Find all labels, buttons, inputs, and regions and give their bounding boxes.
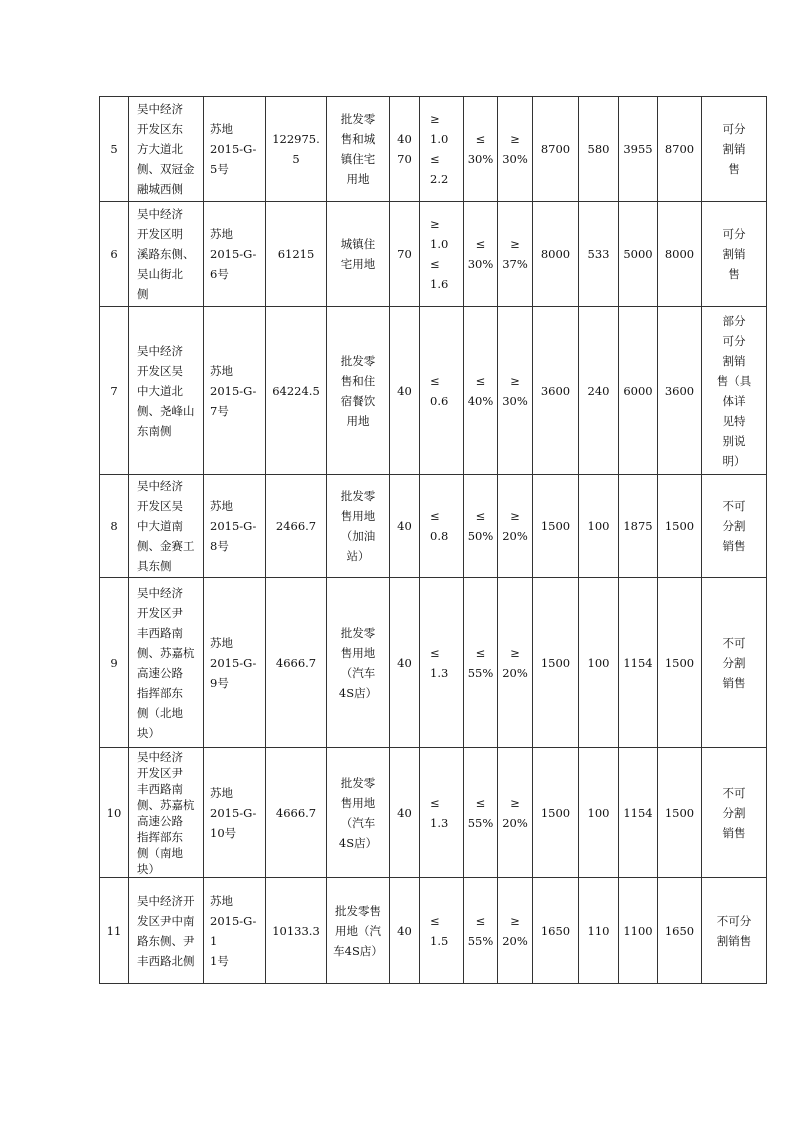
cell-green-ratio: ≥ 30% bbox=[498, 97, 533, 202]
cell-value-1: 8700 bbox=[533, 97, 579, 202]
cell-sale-method: 部分 可分 割销 售（具 体详 见特 别说 明） bbox=[702, 307, 767, 475]
cell-parcel-number: 苏地 2015-G- 7号 bbox=[204, 307, 266, 475]
table-row bbox=[100, 578, 767, 748]
cell-green-ratio: ≥ 30% bbox=[498, 307, 533, 475]
cell-value-2: 100 bbox=[579, 475, 619, 578]
cell-green-ratio: ≥ 20% bbox=[498, 748, 533, 878]
cell-sale-method: 不可 分割 销售 bbox=[702, 748, 767, 878]
cell-value-2: 580 bbox=[579, 97, 619, 202]
cell-location: 吴中经济 开发区尹 丰西路南 侧、苏嘉杭 高速公路 指挥部东 侧（南地 块） bbox=[129, 748, 204, 878]
cell-density: ≤ 55% bbox=[464, 578, 498, 748]
cell-parcel-number: 苏地 2015-G- 5号 bbox=[204, 97, 266, 202]
cell-green-ratio: ≥ 20% bbox=[498, 878, 533, 984]
cell-location: 吴中经济开 发区尹中南 路东侧、尹 丰西路北侧 bbox=[129, 878, 204, 984]
cell-area: 4666.7 bbox=[266, 748, 327, 878]
cell-land-use: 批发零 售用地 （汽车 4S店） bbox=[327, 578, 390, 748]
cell-years: 40 bbox=[390, 748, 420, 878]
cell-years: 40 bbox=[390, 578, 420, 748]
land-parcel-table bbox=[99, 96, 767, 984]
cell-density: ≤ 55% bbox=[464, 878, 498, 984]
cell-value-4: 1500 bbox=[658, 578, 702, 748]
cell-value-2: 100 bbox=[579, 578, 619, 748]
cell-years: 40 bbox=[390, 475, 420, 578]
cell-value-4: 8000 bbox=[658, 202, 702, 307]
cell-value-1: 8000 bbox=[533, 202, 579, 307]
cell-land-use: 批发零 售和住 宿餐饮 用地 bbox=[327, 307, 390, 475]
cell-location: 吴中经济 开发区尹 丰西路南 侧、苏嘉杭 高速公路 指挥部东 侧（北地 块） bbox=[129, 578, 204, 748]
cell-plot-ratio: ≥ 1.0 ≤ 2.2 bbox=[420, 97, 464, 202]
cell-value-4: 3600 bbox=[658, 307, 702, 475]
cell-location: 吴中经济 开发区东 方大道北 侧、双冠金 融城西侧 bbox=[129, 97, 204, 202]
cell-sale-method: 不可 分割 销售 bbox=[702, 578, 767, 748]
cell-area: 4666.7 bbox=[266, 578, 327, 748]
cell-plot-ratio: ≤ 0.6 bbox=[420, 307, 464, 475]
cell-plot-ratio: ≤ 0.8 bbox=[420, 475, 464, 578]
cell-plot-ratio: ≤ 1.5 bbox=[420, 878, 464, 984]
cell-plot-ratio: ≤ 1.3 bbox=[420, 578, 464, 748]
cell-value-4: 8700 bbox=[658, 97, 702, 202]
cell-land-use: 城镇住 宅用地 bbox=[327, 202, 390, 307]
cell-area: 2466.7 bbox=[266, 475, 327, 578]
cell-land-use: 批发零 售用地 （汽车 4S店） bbox=[327, 748, 390, 878]
table-row bbox=[100, 475, 767, 578]
cell-area: 61215 bbox=[266, 202, 327, 307]
cell-no: 6 bbox=[100, 202, 129, 307]
cell-years: 40 bbox=[390, 307, 420, 475]
table-row bbox=[100, 748, 767, 878]
cell-years: 40 bbox=[390, 878, 420, 984]
cell-value-1: 3600 bbox=[533, 307, 579, 475]
table-row bbox=[100, 97, 767, 202]
cell-density: ≤ 55% bbox=[464, 748, 498, 878]
cell-sale-method: 不可分 割销售 bbox=[702, 878, 767, 984]
cell-sale-method: 可分 割销 售 bbox=[702, 97, 767, 202]
cell-no: 11 bbox=[100, 878, 129, 984]
cell-value-4: 1500 bbox=[658, 748, 702, 878]
cell-plot-ratio: ≤ 1.3 bbox=[420, 748, 464, 878]
cell-sale-method: 不可 分割 销售 bbox=[702, 475, 767, 578]
cell-no: 8 bbox=[100, 475, 129, 578]
cell-land-use: 批发零售 用地（汽 车4S店） bbox=[327, 878, 390, 984]
cell-area: 64224.5 bbox=[266, 307, 327, 475]
cell-plot-ratio: ≥ 1.0 ≤ 1.6 bbox=[420, 202, 464, 307]
table-row bbox=[100, 878, 767, 984]
cell-density: ≤ 40% bbox=[464, 307, 498, 475]
cell-value-3: 1154 bbox=[619, 748, 658, 878]
cell-value-3: 1154 bbox=[619, 578, 658, 748]
cell-value-1: 1650 bbox=[533, 878, 579, 984]
cell-value-2: 240 bbox=[579, 307, 619, 475]
cell-value-3: 6000 bbox=[619, 307, 658, 475]
cell-value-3: 1875 bbox=[619, 475, 658, 578]
cell-parcel-number: 苏地 2015-G-1 1号 bbox=[204, 878, 266, 984]
cell-density: ≤ 30% bbox=[464, 202, 498, 307]
cell-area: 10133.3 bbox=[266, 878, 327, 984]
cell-location: 吴中经济 开发区吴 中大道北 侧、尧峰山 东南侧 bbox=[129, 307, 204, 475]
cell-green-ratio: ≥ 20% bbox=[498, 578, 533, 748]
cell-sale-method: 可分 割销 售 bbox=[702, 202, 767, 307]
cell-value-2: 100 bbox=[579, 748, 619, 878]
cell-years: 40 70 bbox=[390, 97, 420, 202]
cell-density: ≤ 30% bbox=[464, 97, 498, 202]
cell-location: 吴中经济 开发区明 溪路东侧、 吴山街北 侧 bbox=[129, 202, 204, 307]
cell-green-ratio: ≥ 20% bbox=[498, 475, 533, 578]
cell-years: 70 bbox=[390, 202, 420, 307]
cell-land-use: 批发零 售和城 镇住宅 用地 bbox=[327, 97, 390, 202]
cell-value-3: 5000 bbox=[619, 202, 658, 307]
cell-parcel-number: 苏地 2015-G- 6号 bbox=[204, 202, 266, 307]
table-row bbox=[100, 202, 767, 307]
cell-value-4: 1650 bbox=[658, 878, 702, 984]
cell-parcel-number: 苏地 2015-G- 9号 bbox=[204, 578, 266, 748]
cell-value-2: 533 bbox=[579, 202, 619, 307]
cell-green-ratio: ≥ 37% bbox=[498, 202, 533, 307]
cell-value-1: 1500 bbox=[533, 578, 579, 748]
cell-parcel-number: 苏地 2015-G- 10号 bbox=[204, 748, 266, 878]
cell-no: 7 bbox=[100, 307, 129, 475]
cell-value-3: 1100 bbox=[619, 878, 658, 984]
cell-value-1: 1500 bbox=[533, 748, 579, 878]
cell-no: 10 bbox=[100, 748, 129, 878]
cell-density: ≤ 50% bbox=[464, 475, 498, 578]
cell-value-4: 1500 bbox=[658, 475, 702, 578]
cell-parcel-number: 苏地 2015-G- 8号 bbox=[204, 475, 266, 578]
cell-value-2: 110 bbox=[579, 878, 619, 984]
cell-location: 吴中经济 开发区吴 中大道南 侧、金赛工 具东侧 bbox=[129, 475, 204, 578]
cell-area: 122975. 5 bbox=[266, 97, 327, 202]
cell-no: 5 bbox=[100, 97, 129, 202]
cell-land-use: 批发零 售用地 （加油 站） bbox=[327, 475, 390, 578]
table-row bbox=[100, 307, 767, 475]
cell-value-1: 1500 bbox=[533, 475, 579, 578]
cell-value-3: 3955 bbox=[619, 97, 658, 202]
cell-no: 9 bbox=[100, 578, 129, 748]
